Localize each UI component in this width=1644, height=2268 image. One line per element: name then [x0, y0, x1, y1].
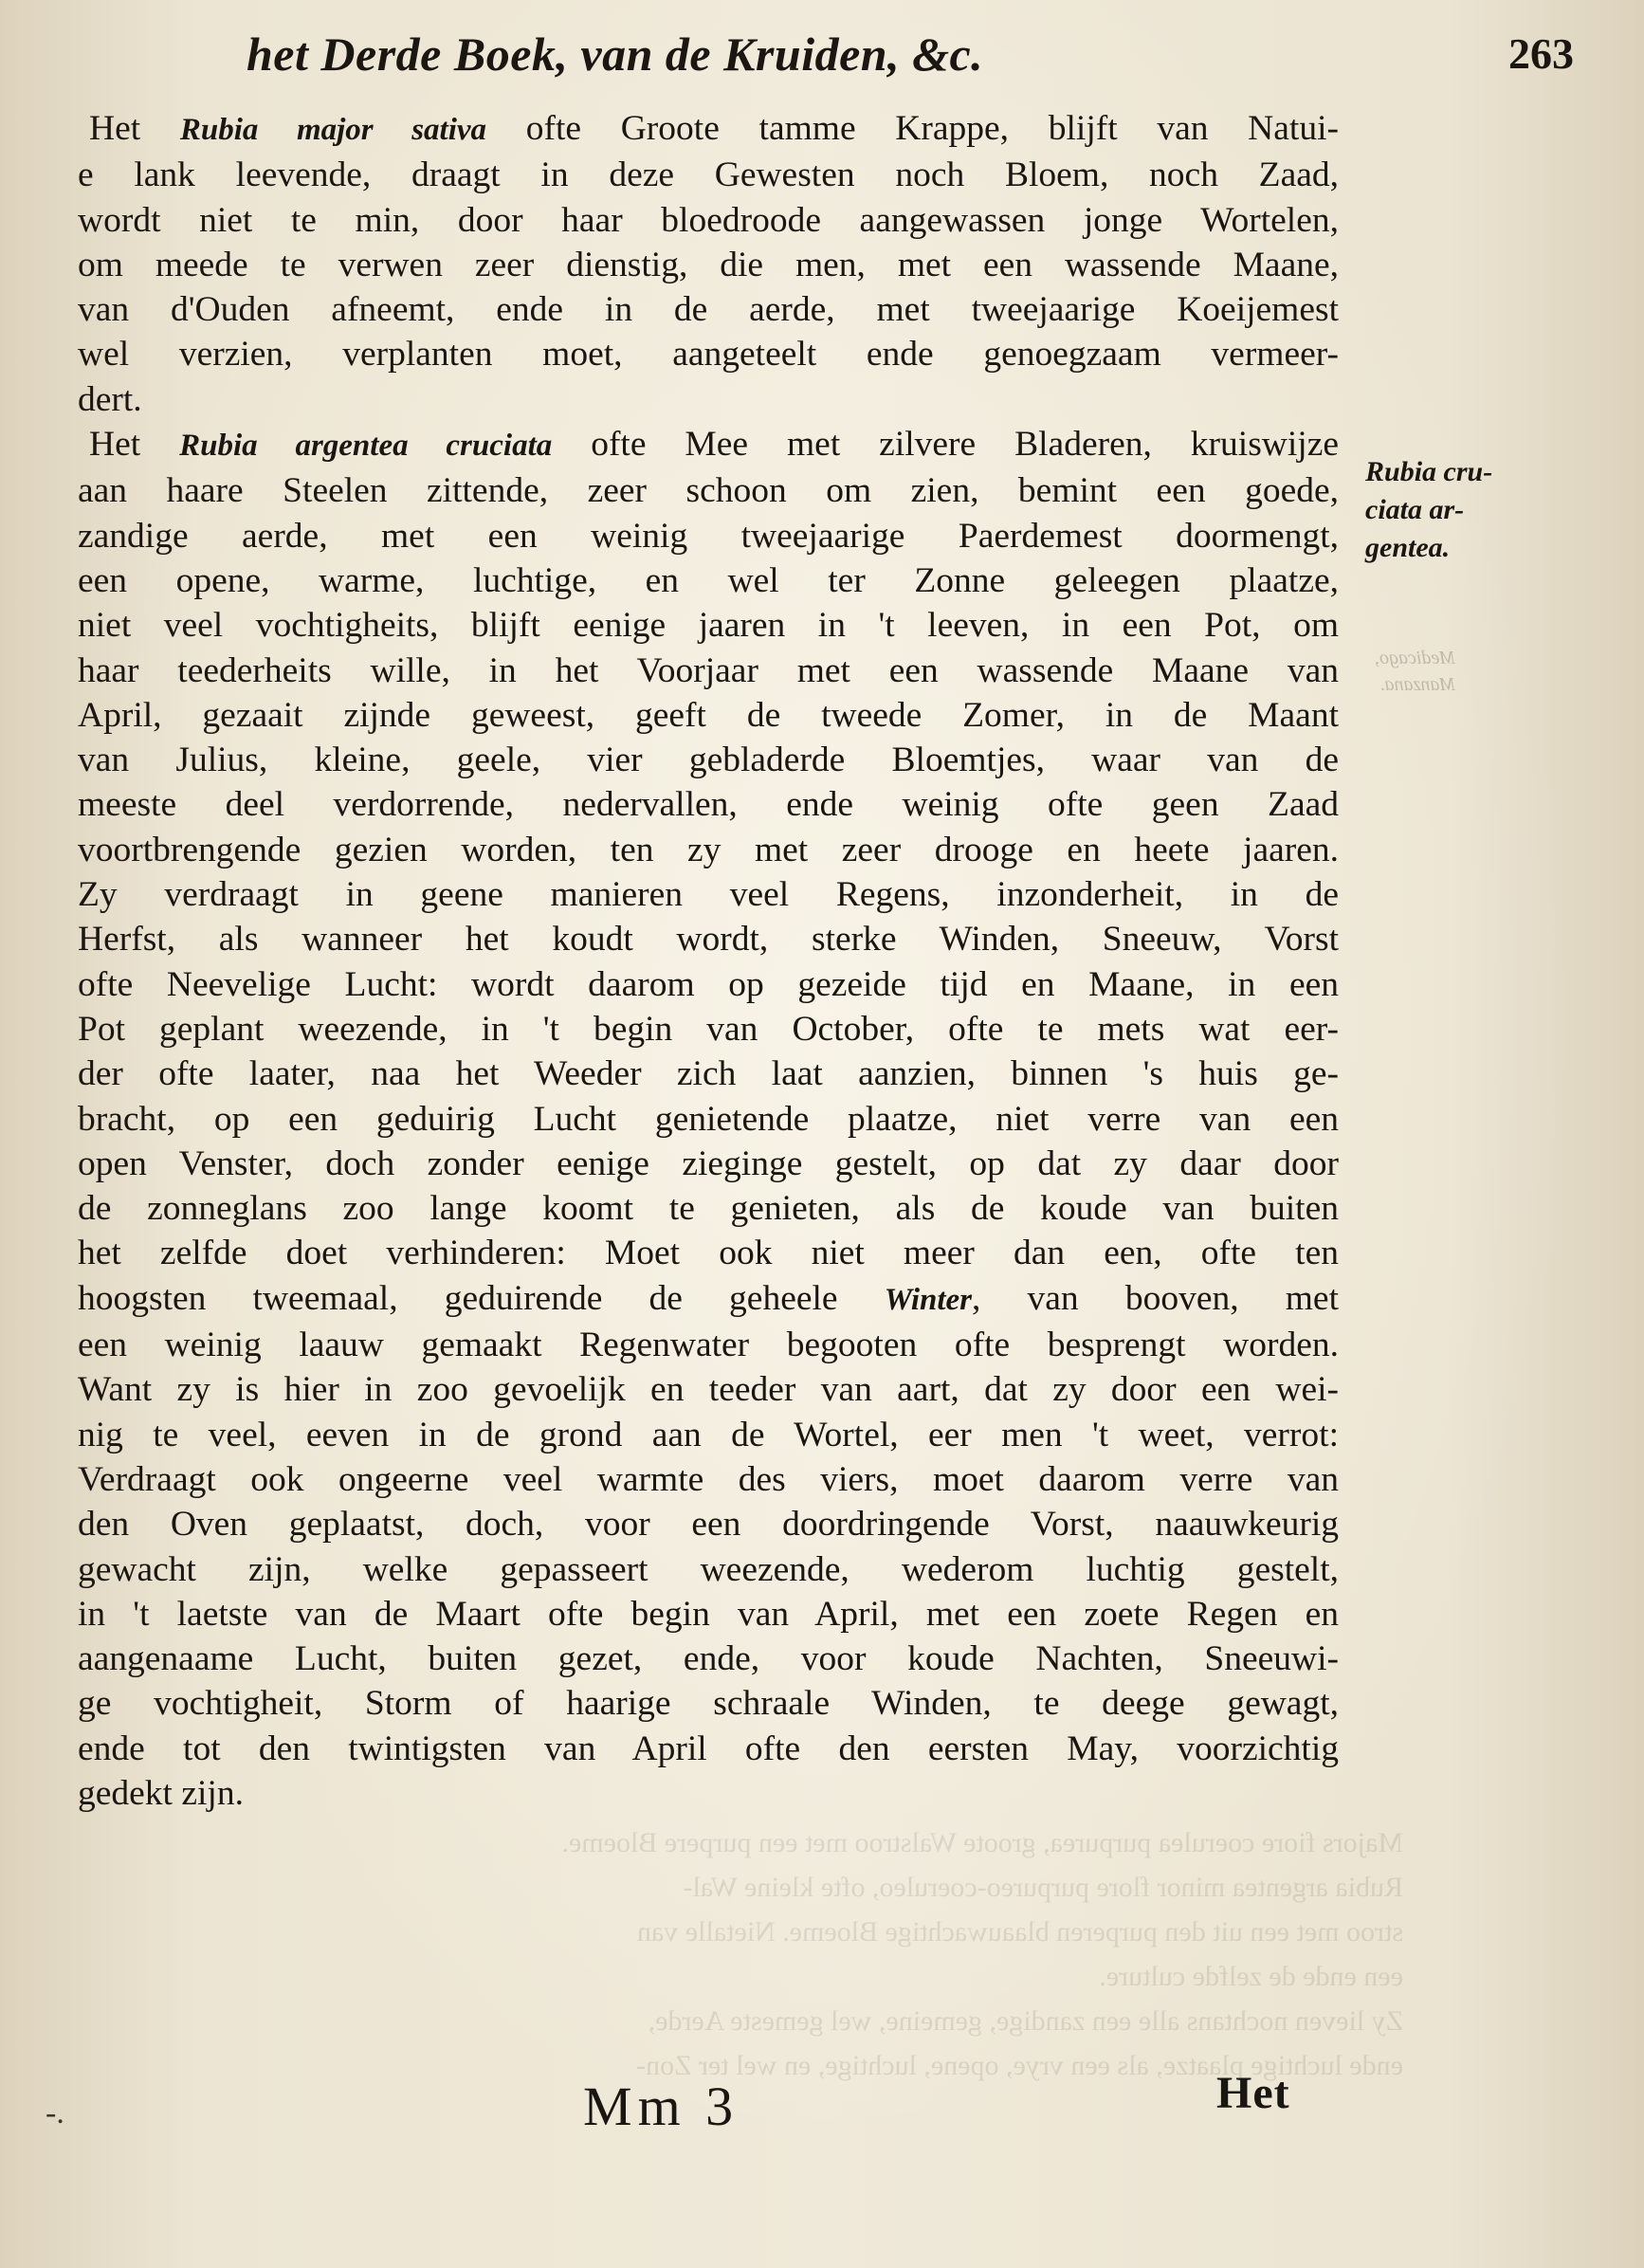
text-segment: den Oven geplaatst, doch, voor een doordringende Vorst, naauwkeurig	[78, 1505, 1339, 1545]
text-segment: Want zy is hier in zoo gevoelijk en teeder van aart, dat zy door een wei-	[78, 1370, 1339, 1410]
text-segment: zandige aerde, met een weinig tweejaarige Paerdemest doormengt,	[78, 516, 1339, 556]
text-line	[78, 514, 1339, 558]
text-line	[78, 106, 1339, 153]
text-line	[78, 1637, 1339, 1681]
latin-name: Rubia argentea cruciata	[179, 429, 553, 464]
text-line	[78, 693, 1339, 738]
text-segment: gedekt zijn.	[78, 1773, 244, 1813]
marginal-note	[1365, 453, 1507, 567]
text-line	[78, 1052, 1339, 1096]
text-line	[78, 1413, 1339, 1457]
text-line	[78, 1681, 1339, 1726]
text-segment: meeste deel verdorrende, nedervallen, ende weinig ofte geen Zaad	[78, 785, 1339, 825]
text-line	[78, 153, 1339, 197]
text-line	[78, 1367, 1339, 1412]
text-segment: wel verzien, verplanten moet, aangeteelt ende genoegzaam vermeer-	[78, 335, 1339, 375]
page-header	[247, 27, 1612, 93]
text-line	[78, 1007, 1339, 1052]
text-line	[78, 1727, 1339, 1771]
text-segment: aangenaame Lucht, buiten gezet, ende, voor koude Nachten, Sneeuwi-	[78, 1639, 1339, 1679]
latin-name: Winter	[884, 1282, 972, 1317]
text-segment: van d'Ouden afneemt, ende in de aerde, met tweejaarige Koeijemest	[78, 290, 1339, 330]
body-text	[78, 106, 1339, 1816]
text-segment: een opene, warme, luchtige, en wel ter Zonne geleegen plaatze,	[78, 560, 1339, 600]
text-segment: haar teederheits wille, in het Voorjaar met een wassende Maane van	[78, 650, 1339, 690]
text-line	[78, 1142, 1339, 1186]
text-segment: hoogsten tweemaal, geduirende de geheele	[78, 1278, 885, 1318]
text-line	[78, 1231, 1339, 1275]
text-line	[78, 828, 1339, 872]
text-segment: ofte Groote tamme Krappe, blijft van Natui-	[486, 109, 1339, 148]
text-segment: April, gezaait zijnde geweest, geeft de tweede Zomer, in de Maant	[78, 695, 1339, 735]
show-through-margin: Medicago, Manzana.	[1375, 648, 1455, 695]
text-line	[78, 1097, 1339, 1142]
text-segment: Verdraagt ook ongeerne veel warmte des viers, moet daarom verre van	[78, 1459, 1339, 1499]
text-line	[78, 1186, 1339, 1231]
text-line	[78, 1323, 1339, 1367]
text-line	[78, 603, 1339, 648]
text-line	[78, 1502, 1339, 1546]
text-segment: een weinig laauw gemaakt Regenwater begooten ofte besprengt worden.	[78, 1326, 1339, 1365]
running-title: het Derde Boek, van de Kruiden, &c.	[247, 27, 984, 81]
text-segment: aan haare Steelen zittende, zeer schoon om zien, bemint een goede,	[78, 471, 1339, 511]
text-line	[78, 287, 1339, 332]
latin-name: Rubia major sativa	[179, 113, 487, 147]
catchword: Het	[1216, 2068, 1290, 2118]
text-segment: de zonneglans zoo lange koomt te genieten, als de koude van buiten	[78, 1189, 1339, 1229]
text-line	[78, 738, 1339, 782]
text-line	[78, 1457, 1339, 1502]
text-line	[78, 1547, 1339, 1592]
marginal-note-line: Rubia cru-	[1365, 456, 1493, 487]
text-line	[78, 422, 1339, 468]
text-segment: ge vochtigheit, Storm of haarige schraale Winden, te deege gewagt,	[78, 1684, 1339, 1724]
text-line	[78, 377, 1339, 422]
text-segment: bracht, op een geduirig Lucht genietende plaatze, niet verre van een	[78, 1099, 1339, 1139]
text-line	[78, 1771, 1339, 1816]
text-segment: Pot geplant weezende, in 't begin van October, ofte te mets wat eer-	[78, 1009, 1339, 1049]
text-line	[78, 1592, 1339, 1637]
text-segment: ofte Mee met zilvere Bladeren, kruiswijze	[552, 425, 1339, 465]
marginal-note-line: ciata ar-	[1365, 494, 1465, 525]
paragraph-rubia-argentea-cruciata	[78, 422, 1339, 1816]
text-segment: der ofte laater, naa het Weeder zich laat aanzien, binnen 's huis ge-	[78, 1054, 1339, 1094]
text-line	[78, 962, 1339, 1007]
text-segment: Zy verdraagt in geene manieren veel Regens, inzonderheit, in de	[78, 875, 1339, 915]
text-segment: ende tot den twintigsten van April ofte den eersten May, voorzichtig	[78, 1728, 1339, 1768]
text-segment: gewacht zijn, welke gepasseert weezende, wederom luchtig gestelt,	[78, 1549, 1339, 1589]
marginal-note-line: gentea.	[1365, 532, 1451, 563]
text-line	[78, 649, 1339, 693]
text-segment: voortbrengende gezien worden, ten zy met zeer drooge en heete jaaren.	[78, 830, 1339, 869]
text-segment: ofte Neevelige Lucht: wordt daarom op gezeide tijd en Maane, in een	[78, 964, 1339, 1004]
text-segment: Het	[89, 425, 180, 465]
page-number: 263	[1508, 29, 1574, 78]
footer-left-mark: -.	[46, 2095, 64, 2131]
text-segment: van Julius, kleine, geele, vier gebladerde Bloemtjes, waar van de	[78, 741, 1339, 780]
text-line	[78, 468, 1339, 513]
text-segment: om meede te verwen zeer dienstig, die men, met een wassende Maane,	[78, 245, 1339, 284]
text-line	[78, 243, 1339, 287]
text-segment: open Venster, doch zonder eenige zieginge gestelt, op dat zy daar door	[78, 1143, 1339, 1183]
text-segment: niet veel vochtigheits, blijft eenige jaaren in 't leeven, in een Pot, om	[78, 606, 1339, 646]
text-line	[78, 332, 1339, 376]
text-line	[78, 1276, 1339, 1323]
text-line	[78, 198, 1339, 243]
text-line	[78, 917, 1339, 961]
signature-mark: Mm 3	[583, 2076, 740, 2137]
text-line	[78, 872, 1339, 917]
text-line	[78, 558, 1339, 603]
text-segment: dert.	[78, 379, 142, 419]
text-line	[78, 782, 1339, 827]
text-segment: e lank leevende, draagt in deze Gewesten noch Bloem, noch Zaad,	[78, 155, 1339, 195]
text-segment: , van booven, met	[972, 1278, 1339, 1318]
text-segment: in 't laetste van de Maart ofte begin van April, met een zoete Regen en	[78, 1594, 1339, 1634]
text-segment: nig te veel, eeven in de grond aan de Wortel, eer men 't weet, verrot:	[78, 1415, 1339, 1454]
text-segment: het zelfde doet verhinderen: Moet ook niet meer dan een, ofte ten	[78, 1234, 1339, 1273]
text-segment: Het	[89, 109, 180, 148]
text-segment: Herfst, als wanneer het koudt wordt, sterke Winden, Sneeuw, Vorst	[78, 920, 1339, 960]
show-through-text: Majors fiore coerulea purpurea, groote Walstroo met een purpere Bloeme. Rubia argentea minor flore purpureo-coeruleo, ofte kleine Wal- stroo met een uit den purperen blaauwachtige Bloeme. Nietalle van een ende de zelfde culture. Zy lieven nochtans alle een zandige, gemeine, wel gemeste Aerde, ende luchtige plaatze, als een vrye, opene, luchtige, en wel ter Zon-	[561, 1827, 1403, 2081]
text-segment: wordt niet te min, door haar bloedroode aangewassen jonge Wortelen,	[78, 200, 1339, 240]
paragraph-rubia-major-sativa	[78, 106, 1339, 422]
